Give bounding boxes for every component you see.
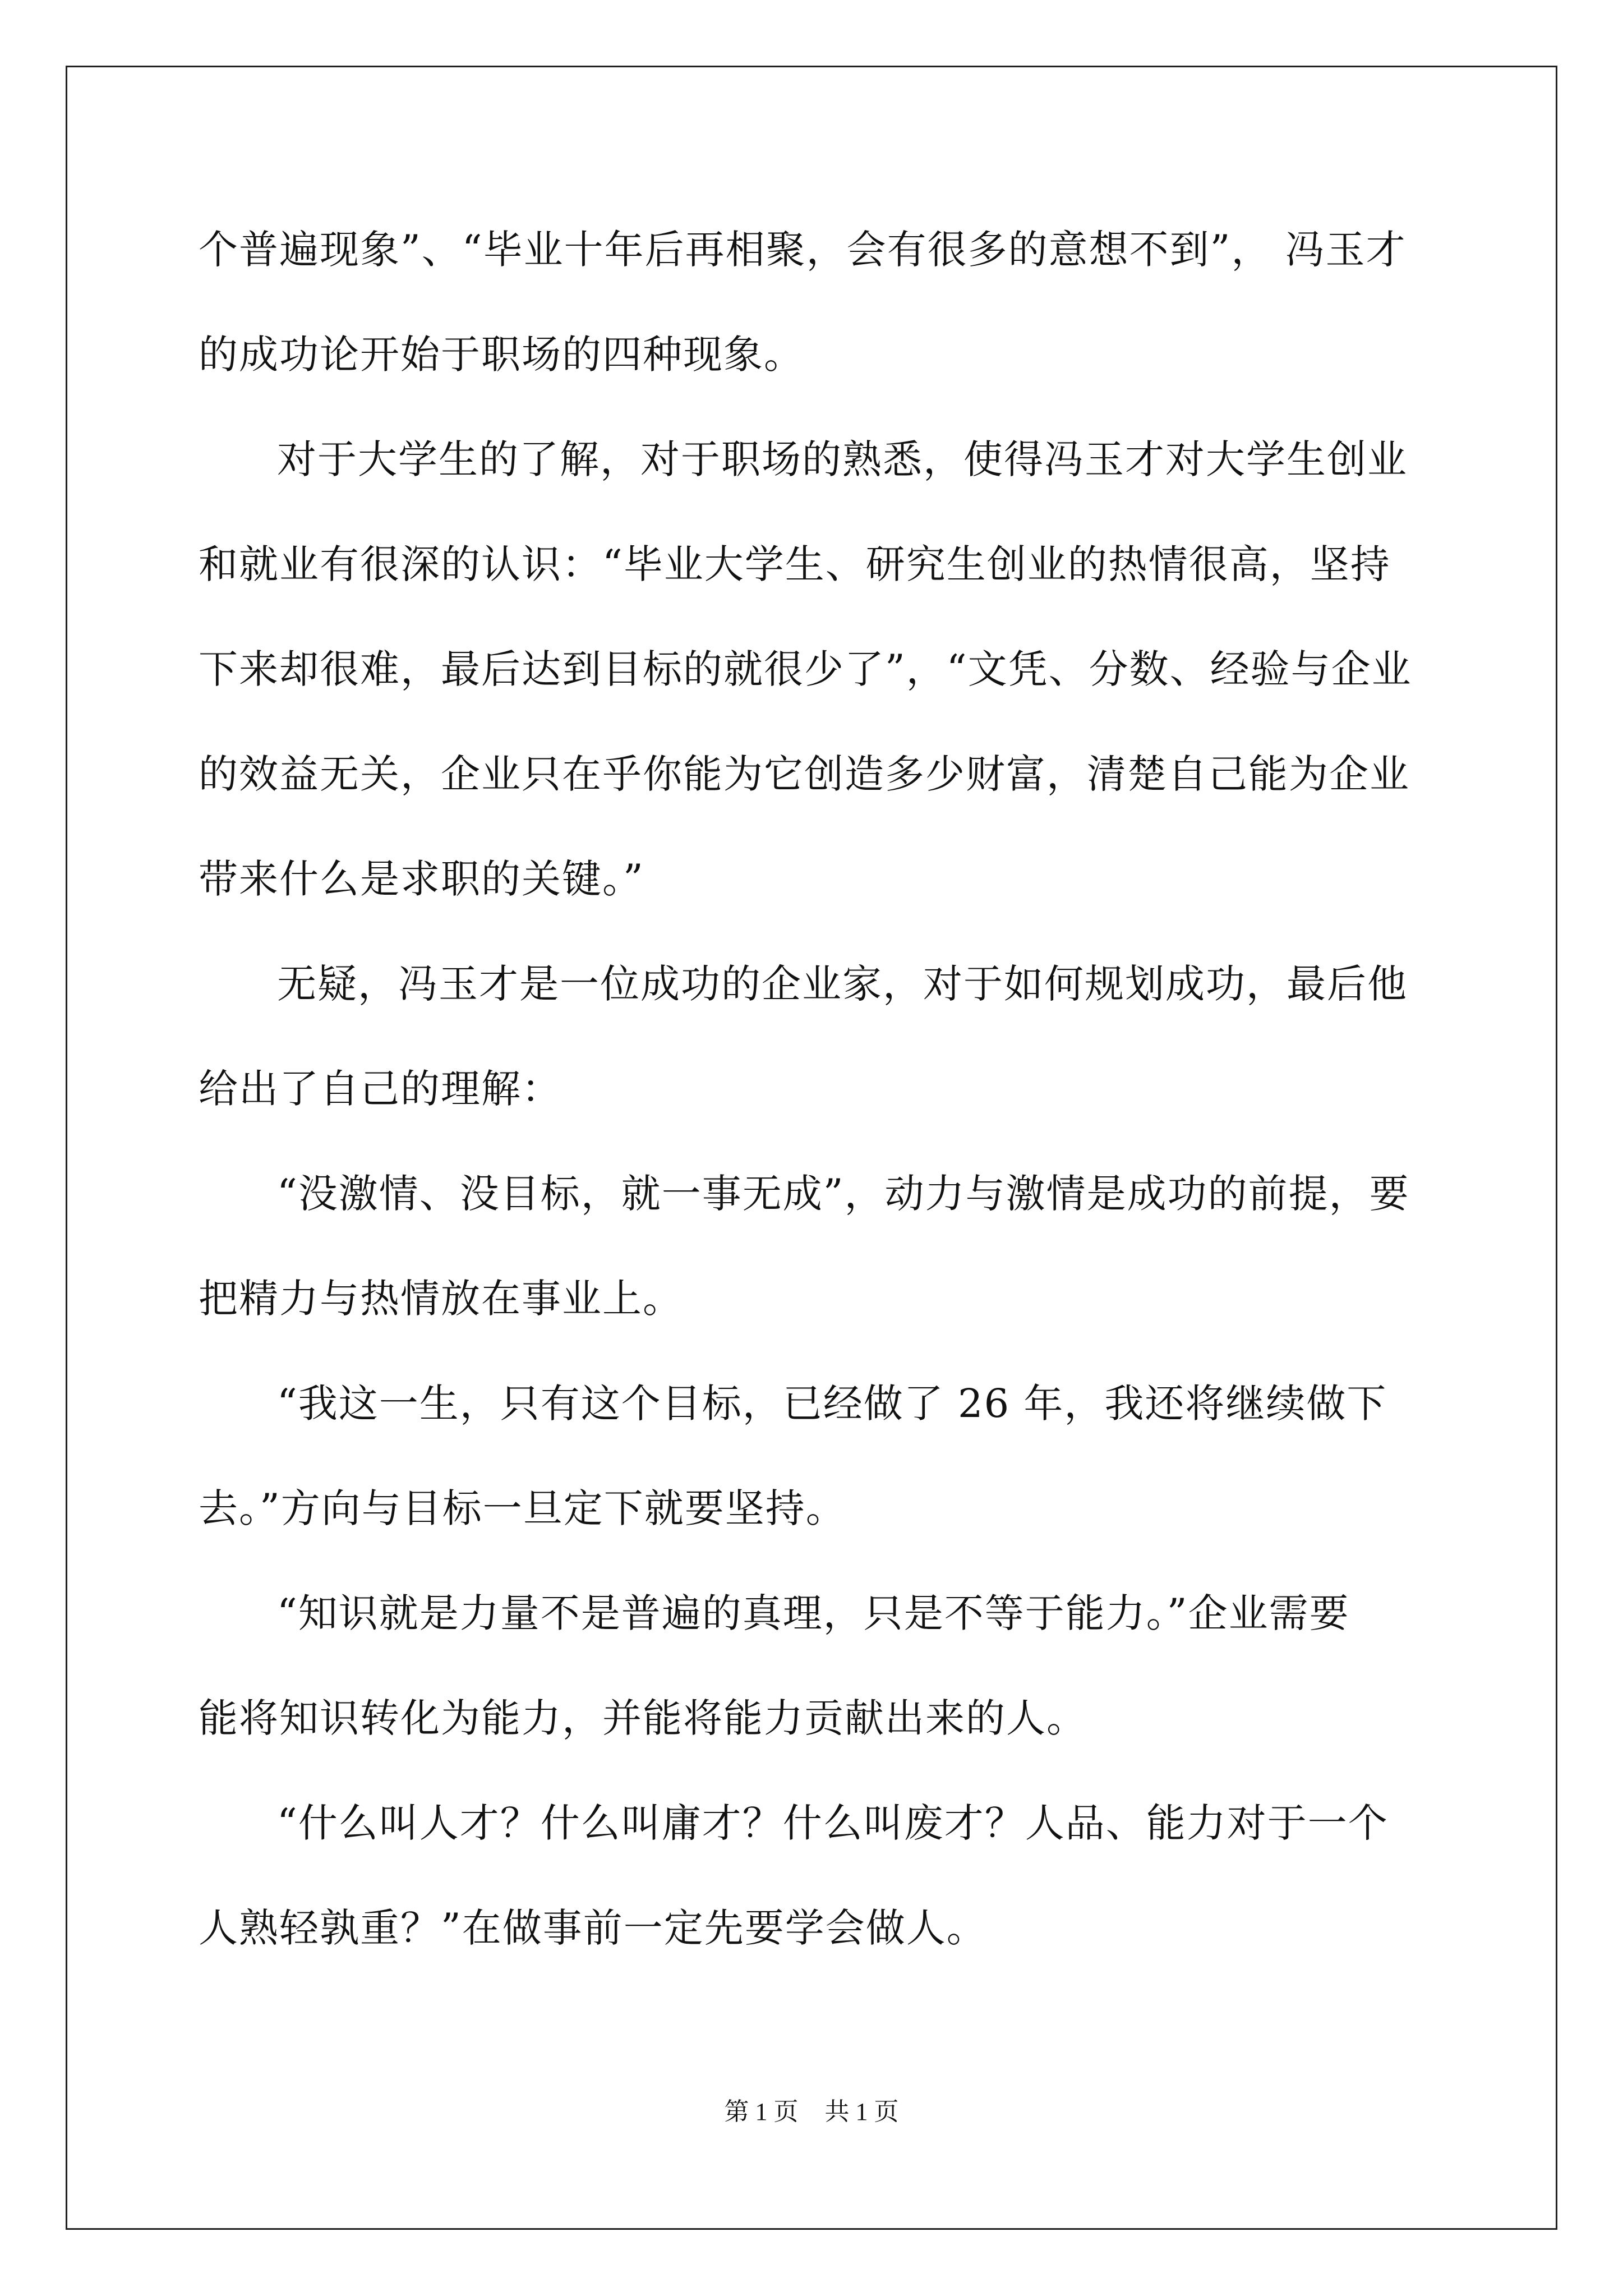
- paragraph-start-line: “我这一生，只有这个目标，已经做了 26 年，我还将继续做下: [277, 1381, 1387, 1427]
- text-line: 的成功论开始于职场的四种现象。: [199, 332, 804, 378]
- text-line: 下来却很难，最后达到目标的就很少了”，“文凭、分数、经验与企业: [199, 646, 1412, 692]
- page-footer: [0, 2091, 1623, 2127]
- paragraph-start-line: 无疑，冯玉才是一位成功的企业家，对于如何规划成功，最后他: [277, 961, 1408, 1007]
- page-number: 第 1 页: [724, 2098, 799, 2125]
- text-line: 个普遍现象”、“毕业十年后再相聚，会有很多的意想不到”， 冯玉才: [199, 227, 1407, 273]
- text-line: 能将知识转化为能力，并能将能力贡献出来的人。: [199, 1695, 1087, 1741]
- paragraph-start-line: “知识就是力量不是普遍的真理，只是不等于能力。”企业需要: [277, 1590, 1350, 1636]
- text-line: 给出了自己的理解：: [199, 1066, 562, 1112]
- text-line: 和就业有很深的认识：“毕业大学生、研究生创业的热情很高，坚持: [199, 541, 1391, 587]
- text-line: 的效益无关，企业只在乎你能为它创造多少财富，清楚自己能为企业: [199, 751, 1410, 797]
- text-line: 带来什么是求职的关键。”: [199, 856, 644, 902]
- paragraph-start-line: “没激情、没目标，就一事无成”，动力与激情是成功的前提，要: [277, 1171, 1410, 1217]
- paragraph-start-line: “什么叫人才？什么叫庸才？什么叫废才？人品、能力对于一个: [277, 1800, 1389, 1846]
- text-line: 去。”方向与目标一旦定下就要坚持。: [199, 1485, 846, 1531]
- text-line: 把精力与热情放在事业上。: [199, 1276, 683, 1322]
- total-pages: 共 1 页: [824, 2098, 899, 2125]
- paragraph-start-line: 对于大学生的了解，对于职场的熟悉，使得冯玉才对大学生创业: [277, 436, 1408, 482]
- text-line: 人熟轻孰重？”在做事前一定先要学会做人。: [199, 1905, 987, 1951]
